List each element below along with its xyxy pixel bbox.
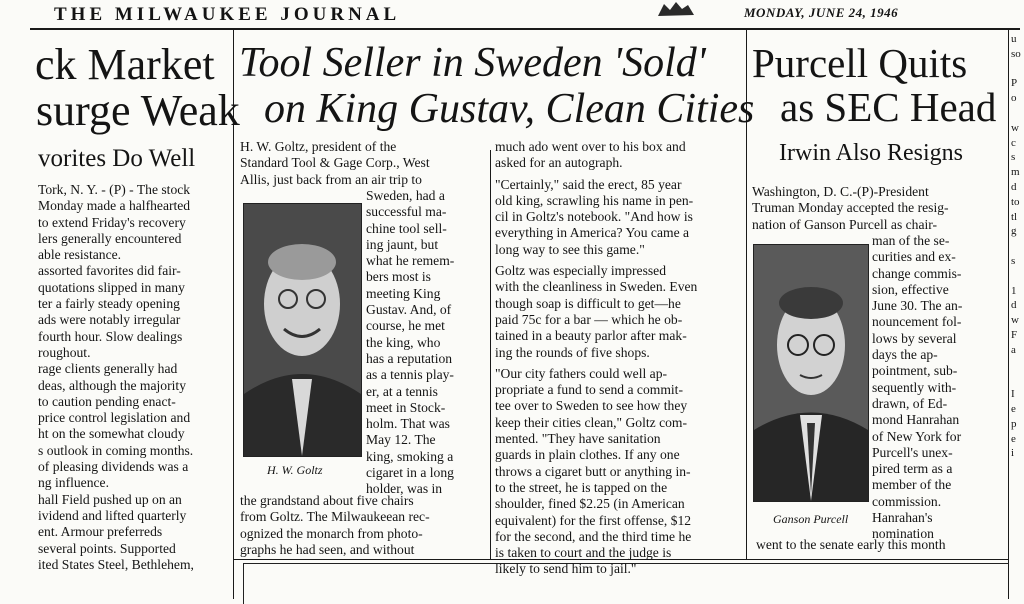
article-line [1011, 358, 1024, 373]
article-line: assorted favorites did fair- [38, 263, 181, 279]
article-line: Goltz was especially impressed [495, 263, 667, 279]
center-headline-line-2: on King Gustav, Clean Cities [264, 86, 755, 132]
article-line [1011, 239, 1024, 254]
article-line: c [1011, 136, 1016, 149]
article-line: throws a cigaret butt or anything in- [495, 463, 691, 479]
article-line: to caution pending enact- [38, 393, 176, 409]
article-line: ads were notably irregular [38, 312, 181, 328]
article-line: ter a fairly steady opening [38, 296, 180, 312]
article-line: as a tennis play- [366, 367, 454, 383]
article-line: Sweden, had a [366, 188, 445, 203]
article-line: guards in plain clothes. If any one [495, 447, 680, 463]
article-line: Truman Monday accepted the resig- [752, 200, 949, 216]
article-line: equivalent) for the first offense, $12 [495, 512, 692, 528]
article-line: paid 75c for a bar — which he ob- [495, 311, 683, 327]
article-line: lows by several [872, 330, 957, 346]
article-line: Monday made a halfhearted [38, 198, 191, 214]
purcell-article-bottom: went to the senate early this month [756, 537, 946, 552]
article-line: shoulder, fined $2.25 (in American [495, 496, 685, 512]
article-line: of pleasing dividends was a [38, 459, 189, 475]
goltz-photo-caption: H. W. Goltz [267, 463, 323, 477]
article-line: graphs he had seen, and without [240, 541, 415, 557]
article-line: H. W. Goltz, president of the [240, 139, 397, 154]
goltz-article-bottom [240, 493, 488, 558]
goltz-article-wrap [366, 188, 488, 498]
article-line: a [1011, 343, 1016, 356]
article-line: mented. "They have sanitation [495, 431, 661, 447]
article-line: quotations slipped in many [38, 279, 185, 295]
article-line: able resistance. [38, 247, 122, 263]
article-line: u [1011, 33, 1017, 45]
article-line: o [1011, 92, 1017, 105]
article-line: change commis- [872, 265, 962, 281]
article-line: what he remem- [366, 253, 455, 269]
article-line: propriate a fund to send a commit- [495, 382, 683, 398]
article-line: d [1011, 299, 1017, 312]
article-line: hall Field pushed up on an [38, 491, 182, 507]
article-line: pointment, sub- [872, 363, 958, 379]
article-line: ing the rounds of five shops. [495, 344, 650, 360]
article-line: May 12. The [366, 432, 436, 448]
newspaper-masthead: THE MILWAUKEE JOURNAL [54, 4, 401, 25]
goltz-article-continued [495, 139, 745, 578]
article-line: ht on the somewhat cloudy [38, 426, 185, 442]
article-line: ing jaunt, but [366, 236, 439, 252]
article-line: i [1011, 447, 1015, 460]
article-line: curities and ex- [872, 249, 956, 265]
article-line: commission. [872, 493, 942, 509]
article-line: so [1011, 47, 1021, 60]
article-line: tee over to Sweden to see how they [495, 398, 688, 414]
goltz-portrait-photo [243, 203, 362, 457]
article-line: tl [1011, 210, 1018, 223]
column-rule [490, 150, 491, 560]
article-line: lers generally encountered [38, 230, 182, 246]
article-line: w [1011, 121, 1019, 134]
article-line: to [1011, 195, 1020, 208]
article-line: nomination [872, 526, 934, 542]
article-line: g [1011, 225, 1017, 238]
article-line: everything in America? You came a [495, 225, 690, 241]
article-line: is taken to court and the judge is [495, 545, 672, 561]
article-line: sion, effective [872, 281, 949, 297]
article-line: ognized the monarch from photo- [240, 525, 423, 541]
right-subheadline: Irwin Also Resigns [779, 140, 964, 166]
article-line: e [1011, 432, 1016, 445]
article-line: mond Hanrahan [872, 412, 960, 428]
article-line: likely to send him to jail." [495, 561, 637, 577]
article-line: king, smoking a [366, 448, 454, 464]
article-line: nouncement fol- [872, 314, 962, 330]
article-line: nation of Ganson Purcell as chair- [752, 216, 938, 232]
article-line: of New York for [872, 428, 962, 444]
article-line: bers most is [366, 269, 431, 285]
article-line: cigaret in a long [366, 465, 454, 481]
article-line: days the ap- [872, 347, 938, 363]
article-line: ent. Armour preferreds [38, 524, 163, 540]
article-line: though soap is difficult to get—he [495, 295, 681, 311]
article-line: e [1011, 402, 1016, 415]
right-headline-line-1: Purcell Quits [752, 40, 968, 86]
masthead-rule [30, 28, 1020, 30]
goltz-article-intro [240, 139, 488, 188]
article-line [1011, 269, 1024, 284]
right-headline-line-2: as SEC Head [780, 84, 997, 130]
right-edge-column-fragment [1011, 32, 1024, 461]
article-line: for the second, and the third time he [495, 528, 692, 544]
article-line: price control legislation and [38, 410, 191, 426]
center-headline-line-1: Tool Seller in Sweden 'Sold' [239, 40, 706, 86]
purcell-article-wrap [872, 233, 1006, 543]
article-line: the grandstand about five chairs [240, 493, 414, 508]
article-line: m [1011, 166, 1020, 179]
article-line: deas, although the majority [38, 377, 186, 393]
article-line: member of the [872, 477, 952, 493]
article-line: has a reputation [366, 350, 453, 366]
article-line: keep their cities clean," Goltz com- [495, 414, 688, 430]
article-line [1011, 106, 1024, 121]
article-line: the king, who [366, 334, 441, 350]
article-line: Purcell's unex- [872, 444, 953, 460]
article-line: Hanrahan's [872, 510, 933, 526]
article-line: d [1011, 180, 1017, 193]
article-line: man of the se- [872, 233, 950, 248]
left-subheadline: vorites Do Well [38, 145, 196, 172]
article-line: to extend Friday's recovery [38, 214, 186, 230]
article-line: "Our city fathers could well ap- [495, 365, 668, 381]
article-line: Allis, just back from an air trip to [240, 171, 422, 187]
article-line: Standard Tool & Gage Corp., West [240, 155, 430, 171]
article-line: holm. That was [366, 416, 450, 432]
article-line: F [1011, 328, 1018, 341]
article-line: from Goltz. The Milwaukeean rec- [240, 509, 430, 525]
article-line: rage clients generally had [38, 361, 178, 377]
article-line: er, at a tennis [366, 383, 438, 399]
article-line [1011, 372, 1024, 387]
article-line: Gustav. And, of [366, 302, 452, 318]
article-line: 1 [1011, 284, 1017, 297]
article-line: "Certainly," said the erect, 85 year [495, 176, 682, 192]
article-line: successful ma- [366, 204, 447, 220]
article-line: w [1011, 314, 1019, 327]
article-line: sequently with- [872, 379, 957, 395]
article-line: pired term as a [872, 461, 953, 477]
article-line: I [1011, 388, 1015, 401]
article-line: s outlook in coming months. [38, 442, 194, 458]
left-headline-line-2: surge Weak [36, 86, 240, 135]
article-line: to the street, he is tapped on the [495, 479, 668, 495]
article-line: with the cleanliness in Sweden. Even [495, 279, 698, 295]
article-line: chine tool sell- [366, 220, 447, 236]
article-line: June 30. The an- [872, 298, 963, 314]
article-line: p [1011, 417, 1017, 430]
left-headline-line-1: ck Market [35, 40, 215, 89]
purcell-article-intro [752, 184, 1006, 233]
article-line: cil in Goltz's notebook. "And how is [495, 209, 693, 225]
article-line: long way to see this game." [495, 241, 645, 257]
article-line: course, he met [366, 318, 445, 334]
article-line: Tork, N. Y. - (P) - The stock [38, 182, 191, 197]
article-line: asked for an autograph. [495, 155, 623, 171]
article-line: Washington, D. C.-(P)-President [752, 184, 929, 199]
left-article-body [38, 182, 232, 573]
article-line: drawn, of Ed- [872, 395, 948, 411]
article-line: fourth hour. Slow dealings [38, 328, 183, 344]
article-line: ividend and lifted quarterly [38, 507, 187, 523]
purcell-portrait-photo [753, 244, 869, 502]
article-line: P [1011, 77, 1018, 90]
article-line: meeting King [366, 285, 441, 301]
article-line: ited States Steel, Bethlehem, [38, 556, 194, 572]
issue-date: MONDAY, JUNE 24, 1946 [744, 5, 899, 20]
article-line: tained in a beauty parlor after mak- [495, 328, 687, 344]
article-line: ng influence. [38, 475, 109, 491]
column-rule [1008, 30, 1009, 599]
article-line [1011, 62, 1024, 77]
article-line: s [1011, 254, 1016, 267]
article-line: s [1011, 151, 1016, 164]
masthead-emblem [656, 0, 696, 18]
article-line: roughout. [38, 344, 91, 360]
article-line: old king, scrawling his name in pen- [495, 192, 694, 208]
article-line: holder, was in [366, 481, 443, 497]
article-line: several points. Supported [38, 540, 176, 556]
article-line: meet in Stock- [366, 399, 446, 415]
article-line: much ado went over to his box and [495, 139, 686, 154]
purcell-photo-caption: Ganson Purcell [773, 512, 849, 526]
